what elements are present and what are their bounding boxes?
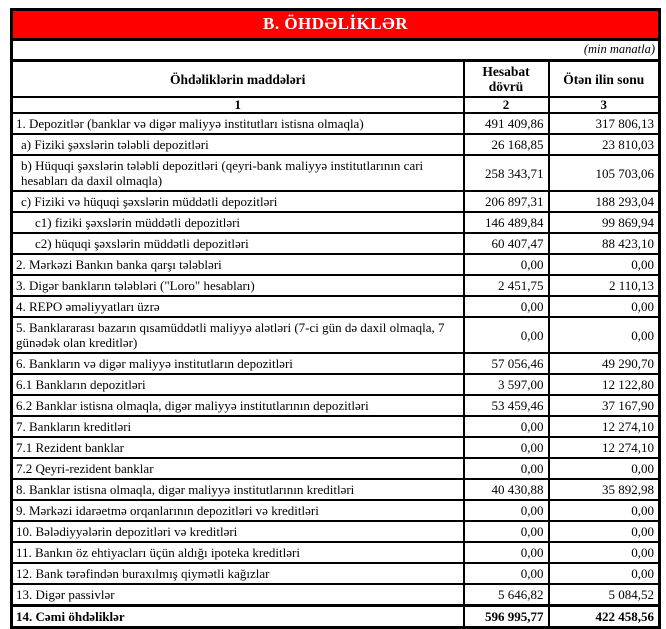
row-label: b) Hüquqi şəxslərin tələbli depozitləri (qeyri-bank maliyyə institutlarının cari hesabları da daxil olmaqla): [12, 155, 464, 191]
row-value-previous-year-end: 12 274,10: [549, 437, 660, 458]
row-value-previous-year-end: 0,00: [549, 296, 660, 317]
table-row: [12, 134, 660, 155]
row-value-previous-year-end: 188 293,04: [549, 191, 660, 212]
row-value-previous-year-end: 0,00: [549, 563, 660, 584]
table-row: [12, 191, 660, 212]
col-header-items: Öhdəliklərin maddələri: [12, 61, 464, 98]
table-row: [12, 521, 660, 542]
row-value-previous-year-end: 0,00: [549, 317, 660, 353]
table-row: [12, 317, 660, 353]
col-index-2: 2: [464, 97, 549, 113]
row-value-previous-year-end: 35 892,98: [549, 479, 660, 500]
table-row: [12, 437, 660, 458]
row-value-previous-year-end: 0,00: [549, 458, 660, 479]
row-label: c1) fiziki şəxslərin müddətli depozitləri: [12, 212, 464, 233]
row-value-current-period: 0,00: [464, 437, 549, 458]
unit-note: (min manatla): [12, 40, 660, 61]
section-title-row: [12, 10, 660, 40]
row-label: 2. Mərkəzi Bankın banka qarşı tələbləri: [12, 254, 464, 275]
row-label: 1. Depozitlər (banklar və digər maliyyə institutları istisna olmaqla): [12, 113, 464, 134]
col-header-current-period: Hesabat dövrü: [464, 61, 549, 98]
row-value-previous-year-end: 2 110,13: [549, 275, 660, 296]
table-row: [12, 296, 660, 317]
row-value-current-period: 0,00: [464, 542, 549, 563]
row-value-previous-year-end: 0,00: [549, 500, 660, 521]
row-label: c) Fiziki və hüquqi şəxslərin müddətli depozitləri: [12, 191, 464, 212]
table-row: [12, 254, 660, 275]
row-value-current-period: 0,00: [464, 296, 549, 317]
table-row: [12, 606, 660, 628]
table-row: [12, 113, 660, 134]
table-row: [12, 233, 660, 254]
row-label: 5. Banklararası bazarın qısamüddətli maliyyə alətləri (7-ci gün də daxil olmaqla, 7 günədək olan kreditlər): [12, 317, 464, 353]
row-value-current-period: 60 407,47: [464, 233, 549, 254]
row-value-previous-year-end: 105 703,06: [549, 155, 660, 191]
col-index-1: 1: [12, 97, 464, 113]
liabilities-report-page: [0, 8, 666, 624]
row-value-current-period: 57 056,46: [464, 353, 549, 374]
row-label: 14. Cəmi öhdəliklər: [12, 606, 464, 628]
table-row: [12, 458, 660, 479]
table-row: [12, 416, 660, 437]
table-row: [12, 275, 660, 296]
row-label: 3. Digər bankların tələbləri ("Loro" hesabları): [12, 275, 464, 296]
row-value-previous-year-end: 0,00: [549, 521, 660, 542]
row-label: 7. Bankların kreditləri: [12, 416, 464, 437]
row-label: 6.2 Banklar istisna olmaqla, digər maliyyə institutlarının depozitləri: [12, 395, 464, 416]
row-label: c2) hüquqi şəxslərin müddətli depozitləri: [12, 233, 464, 254]
row-value-current-period: 596 995,77: [464, 606, 549, 628]
col-header-previous-period: Ötən ilin sonu: [549, 61, 660, 98]
row-label: 8. Banklar istisna olmaqla, digər maliyyə institutlarının kreditləri: [12, 479, 464, 500]
row-label: 6.1 Bankların depozitləri: [12, 374, 464, 395]
row-value-previous-year-end: 0,00: [549, 254, 660, 275]
row-value-current-period: 146 489,84: [464, 212, 549, 233]
row-label: 13. Digər passivlər: [12, 584, 464, 606]
row-label: 7.1 Rezident banklar: [12, 437, 464, 458]
row-label: 10. Bələdiyyələrin depozitləri və kreditləri: [12, 521, 464, 542]
section-title-banner: B. ÖHDƏLİKLƏR: [12, 10, 660, 40]
row-value-previous-year-end: 0,00: [549, 542, 660, 563]
row-value-current-period: 0,00: [464, 416, 549, 437]
table-row: [12, 542, 660, 563]
row-value-previous-year-end: 23 810,03: [549, 134, 660, 155]
row-value-previous-year-end: 5 084,52: [549, 584, 660, 606]
row-label: 11. Bankın öz ehtiyacları üçün aldığı ipoteka kreditləri: [12, 542, 464, 563]
row-value-current-period: 206 897,31: [464, 191, 549, 212]
row-value-current-period: 0,00: [464, 317, 549, 353]
table-row: [12, 212, 660, 233]
row-value-current-period: 258 343,71: [464, 155, 549, 191]
row-label: 9. Mərkəzi idarəetmə orqanlarının depozitləri və kreditləri: [12, 500, 464, 521]
row-label: 4. REPO əməliyyatları üzrə: [12, 296, 464, 317]
row-value-previous-year-end: 49 290,70: [549, 353, 660, 374]
row-value-current-period: 0,00: [464, 563, 549, 584]
row-value-current-period: 26 168,85: [464, 134, 549, 155]
row-value-previous-year-end: 12 122,80: [549, 374, 660, 395]
row-label: 12. Bank tərəfindən buraxılmış qiymətli kağızlar: [12, 563, 464, 584]
row-label: a) Fiziki şəxslərin tələbli depozitləri: [12, 134, 464, 155]
table-row: [12, 353, 660, 374]
row-value-previous-year-end: 88 423,10: [549, 233, 660, 254]
row-value-previous-year-end: 422 458,56: [549, 606, 660, 628]
row-label: 6. Bankların və digər maliyyə institutların depozitləri: [12, 353, 464, 374]
table-row: [12, 395, 660, 416]
table-header-row: [12, 61, 660, 98]
row-value-previous-year-end: 12 274,10: [549, 416, 660, 437]
row-value-current-period: 53 459,46: [464, 395, 549, 416]
table-body: [12, 113, 660, 628]
table-row: [12, 500, 660, 521]
row-value-current-period: 0,00: [464, 458, 549, 479]
row-label: 7.2 Qeyri-rezident banklar: [12, 458, 464, 479]
unit-note-row: [12, 40, 660, 61]
row-value-current-period: 5 646,82: [464, 584, 549, 606]
table-row: [12, 563, 660, 584]
row-value-current-period: 0,00: [464, 254, 549, 275]
row-value-current-period: 0,00: [464, 521, 549, 542]
row-value-current-period: 40 430,88: [464, 479, 549, 500]
table-row: [12, 584, 660, 606]
row-value-previous-year-end: 317 806,13: [549, 113, 660, 134]
table-row: [12, 155, 660, 191]
table-row: [12, 479, 660, 500]
col-index-3: 3: [549, 97, 660, 113]
row-value-previous-year-end: 37 167,90: [549, 395, 660, 416]
table-row: [12, 374, 660, 395]
row-value-current-period: 0,00: [464, 500, 549, 521]
row-value-current-period: 491 409,86: [464, 113, 549, 134]
liabilities-table: [10, 8, 661, 629]
row-value-current-period: 3 597,00: [464, 374, 549, 395]
row-value-previous-year-end: 99 869,94: [549, 212, 660, 233]
column-index-row: [12, 97, 660, 113]
row-value-current-period: 2 451,75: [464, 275, 549, 296]
